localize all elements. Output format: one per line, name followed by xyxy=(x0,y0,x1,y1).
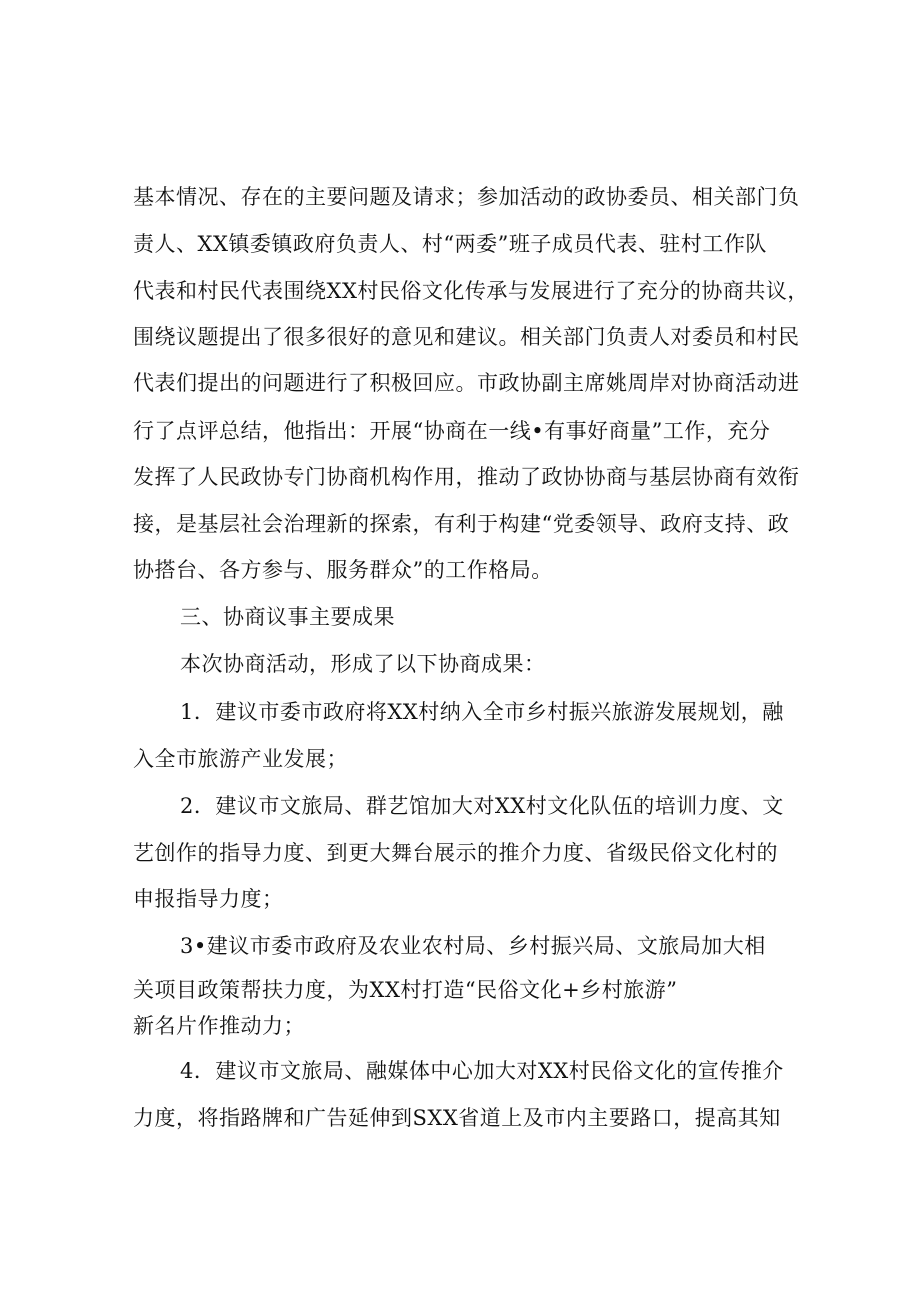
list-item-line: 入全市旅游产业发展； xyxy=(133,747,348,771)
list-item-line: 艺创作的指导力度、到更大舞台展示的推介力度、省级民俗文化村的 xyxy=(133,841,778,865)
paragraph-line: 本次协商活动，形成了以下协商成果： xyxy=(180,652,546,676)
paragraph-line: 围绕议题提出了很多很好的意见和建议。相关部门负责人对委员和村民 xyxy=(133,325,800,349)
list-item-line: 申报指导力度； xyxy=(133,887,284,911)
list-item-line: 力度，将指路牌和广告延伸到SXX省道上及市内主要路口，提高其知 xyxy=(133,1106,781,1130)
paragraph-line: 代表们提出的问题进行了积极回应。市政协副主席姚周岸对协商活动进 xyxy=(133,371,800,395)
list-item-line: 4．建议市文旅局、融媒体中心加大对XX村民俗文化的宣传推介 xyxy=(180,1059,784,1083)
section-heading: 三、协商议事主要成果 xyxy=(180,605,395,629)
paragraph-line: 接，是基层社会治理新的探索，有利于构建“党委领导、政府支持、政 xyxy=(133,512,790,536)
list-item-line: 2．建议市文旅局、群艺馆加大对XX村文化队伍的培训力度、文 xyxy=(180,794,784,818)
list-item-line: 关项目政策帮扶力度，为XX村打造“民俗文化+乡村旅游” xyxy=(133,978,678,1002)
paragraph-line: 发挥了人民政协专门协商机构作用，推动了政协协商与基层协商有效衔 xyxy=(133,465,800,489)
paragraph-line: 责人、XX镇委镇政府负责人、村“两委”班子成员代表、驻村工作队 xyxy=(133,232,767,256)
list-item-line: 新名片作推动力； xyxy=(133,1014,305,1038)
paragraph-line: 基本情况、存在的主要问题及请求；参加活动的政协委员、相关部门负 xyxy=(133,185,800,209)
list-item-line: 1．建议市委市政府将XX村纳入全市乡村振兴旅游发展规划，融 xyxy=(180,700,784,724)
paragraph-line: 行了点评总结，他指出：开展“协商在一线•有事好商量”工作，充分 xyxy=(133,419,771,443)
list-item-line: 3•建议市委市政府及农业农村局、乡村振兴局、文旅局加大相 xyxy=(180,934,766,958)
paragraph-line: 代表和村民代表围绕XX村民俗文化传承与发展进行了充分的协商共议， xyxy=(133,279,809,303)
paragraph-line: 协搭台、各方参与、服务群众”的工作格局。 xyxy=(133,558,553,582)
